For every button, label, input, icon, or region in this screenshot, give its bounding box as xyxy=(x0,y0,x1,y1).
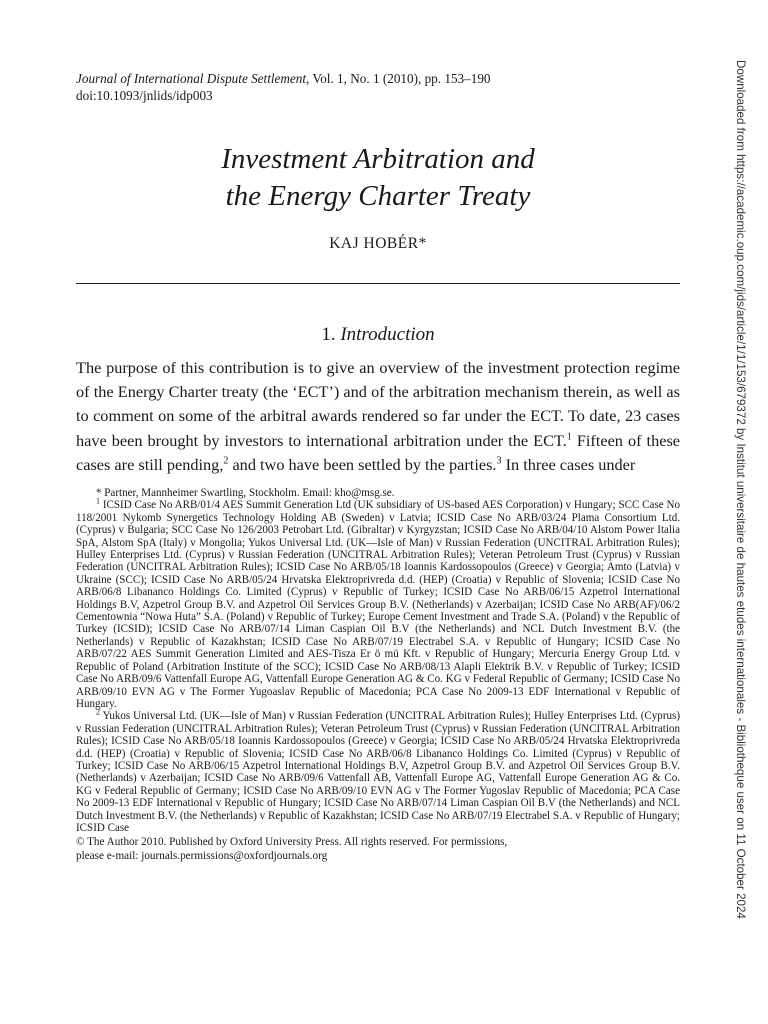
footnote-ref-3[interactable]: 3 xyxy=(496,455,502,467)
journal-citation xyxy=(76,70,680,87)
author-name: KAJ HOBÉR* xyxy=(329,235,427,252)
title-line-1: Investment Arbitration and xyxy=(221,143,535,175)
footnote-1 xyxy=(76,496,681,710)
intro-paragraph xyxy=(76,356,680,477)
footnote-author: * Partner, Mannheimer Swartling, Stockholm. Email: kho@msg.se. xyxy=(96,487,395,500)
copyright-notice xyxy=(76,836,680,863)
article-title xyxy=(76,141,680,215)
section-title: Introduction xyxy=(340,324,435,345)
footnote-ref-1[interactable]: 1 xyxy=(566,431,572,443)
body-text-4: In three cases under xyxy=(501,454,636,474)
page-content xyxy=(76,70,680,863)
footnote-text: Yukos Universal Ltd. (UK—Isle of Man) v Russian Federation (UNCITRAL Arbitration Rules); Hulley Enterprises Ltd. (Cyprus) v Russian Federation (UNCITRAL Arbitration Rules); Veteran Petroleum Trust (Cyprus) v Russian Federation (UNCITRAL Arbitration Rules); ICSID Case No ARB/05/18 Ioannis Kardossopoulos (Greece) v Georgia; ICSID Case No ARB/05/24 Hrvatska Elektroprivreda d.d. (HEP) (Croatia) v Republic of Slovenia; ICSID Case No ARB/06/8 Libananco Holdings Co. Limited (Cyprus) v Republic of Turkey; ICSID Case No ARB/06/15 Azpetrol International Holdings B.V, Azpetrol Group B.V. and Azpetrol Oil Services Group B.V. (Netherlands) v Azerbaijan; ICSID Case No ARB/09/6 Vattenfall AB, Vattenfall Europe AG, Vattenfall Europe Generation AG & Co. KG v Federal Republic of Germany; ICSID Case No ARB/09/10 EVN AG v The Former Yugoslav Republic of Macedonia; PCA Case No 2009-13 EDF International v Republic of Hungary; ICSID Case No ARB/07/14 Liman Caspian Oil B.V (the Netherlands) and NCL Dutch Investment B.V. (the Netherlands) v Republic of Kazakhstan; ICSID Case No ARB/07/19 Electrabel S.A. v Republic of Hungary; ICSID Case xyxy=(76,710,680,834)
section-number: 1. xyxy=(321,324,341,345)
journal-header xyxy=(76,70,680,104)
body-text-3: and two have been settled by the parties. xyxy=(228,454,497,474)
footnote-2 xyxy=(76,707,680,834)
download-notice: Downloaded from https://academic.oup.com/jids/article/1/1/153/679372 by Institut universitaire de hautes etudes internationales - Bibliotheque user on 11 October 2024 xyxy=(734,60,747,919)
footnote-number: 2 xyxy=(96,707,100,717)
body-text-1: The purpose of this contribution is to give an overview of the investment protection regime of the Energy Charter treaty (the ‘ECT’) and of the arbitration mechanism therein, as well as to comment on some of the arbitral awards rendered so far under the ECT. To date, 23 cases have been brought by investors to international arbitration under the ECT. xyxy=(76,358,680,450)
footnote-ref-2[interactable]: 2 xyxy=(223,455,229,467)
body-text-2: Fifteen of these cases are still pending, xyxy=(76,430,681,474)
title-line-2: the Energy Charter Treaty xyxy=(225,180,531,212)
download-watermark xyxy=(731,60,751,980)
footnote-text: ICSID Case No ARB/01/4 AES Summit Generation Ltd (UK subsidiary of US-based AES Corporation) v Hungary; SCC Case No 118/2001 Nykomb Synergetics Technology Holding AB (Sweden) v Latvia; ICSID Case No ARB/03/24 Plama Consortium Ltd. (Cyprus) v Bulgaria; SCC Case No 126/2003 Petrobart Ltd. (Gibraltar) v Kyrgyzstan; ICSID Case No ARB/04/10 Alstom Power Italia SpA, Alstom SpA (Italy) v Mongolia; Yukos Universal Ltd. (UK—Isle of Man) v Russian Federation (UNCITRAL Arbitration Rules); Hulley Enterprises Ltd. (Cyprus) v Russian Federation (UNCITRAL Arbitration Rules); Veteran Petroleum Trust (Cyprus) v Russian Federation (UNCITRAL Arbitration Rules); ICSID Case No ARB/05/18 Ioannis Kardossopoulos (Greece) v Georgia; Amto (Latvia) v Ukraine (SCC); ICSID Case No ARB/05/24 Hrvatska Elektroprivreda d.d. (HEP) (Croatia) v Republic of Slovenia; ICSID Case No ARB/06/8 Libananco Holdings Co. Limited (Cyprus) v Republic of Turkey; ICSID Case No ARB/06/15 Azpetrol International Holdings B.V, Azpetrol Group B.V. and Azpetrol Oil Services Group B.V. (Netherlands) v Azerbaijan; ICSID Case No ARB(AF)/06/2 Cementownia “Nowa Huta” S.A. (Poland) v Republic of Turkey; Europe Cement Investment and Trade S.A. (Poland) v the Republic of Turkey (ICSID); ICSID Case No ARB/07/14 Liman Caspian Oil B.V (the Netherlands) and NCL Dutch Investment B.V. (the Netherlands) v Republic of Kazakhstan; ICSID Case No ARB/07/19 Electrabel S.A. v Republic of Hungary; ICSID Case No ARB/07/22 AES Summit Generation Limited and AES-Tisza Er ö mü Kft. v Republic of Hungary; Mercuria Energy Group Ltd. v Republic of Poland (Arbitration Institute of the SCC); ICSID Case No ARB/08/13 Alapli Elektrik B.V. v Republic of Turkey; ICSID Case No ARB/09/6 Vattenfall Europe AG, Vattenfall Europe Generation AG & Co. KG v Federal Republic of Germany; ICSID Case No ARB/09/10 EVN AG v The Former Yugoaslav Republic of Macedonia; PCA Case No 2009-13 EDF International v Republic of Hungary. xyxy=(76,499,681,710)
journal-name: Journal of International Dispute Settlement xyxy=(76,71,307,86)
section-heading xyxy=(76,324,680,346)
doi: doi:10.1093/jnlids/idp003 xyxy=(76,88,213,103)
footnotes xyxy=(76,487,680,834)
copyright-line-1: © The Author 2010. Published by Oxford University Press. All rights reserved. For permissions, xyxy=(76,836,508,849)
copyright-line-2: please e-mail: journals.permissions@oxfordjournals.org xyxy=(76,849,328,862)
title-divider xyxy=(76,283,680,284)
footnote-number: 1 xyxy=(96,496,100,506)
journal-volume: , Vol. 1, No. 1 (2010), pp. 153–190 xyxy=(306,71,491,86)
